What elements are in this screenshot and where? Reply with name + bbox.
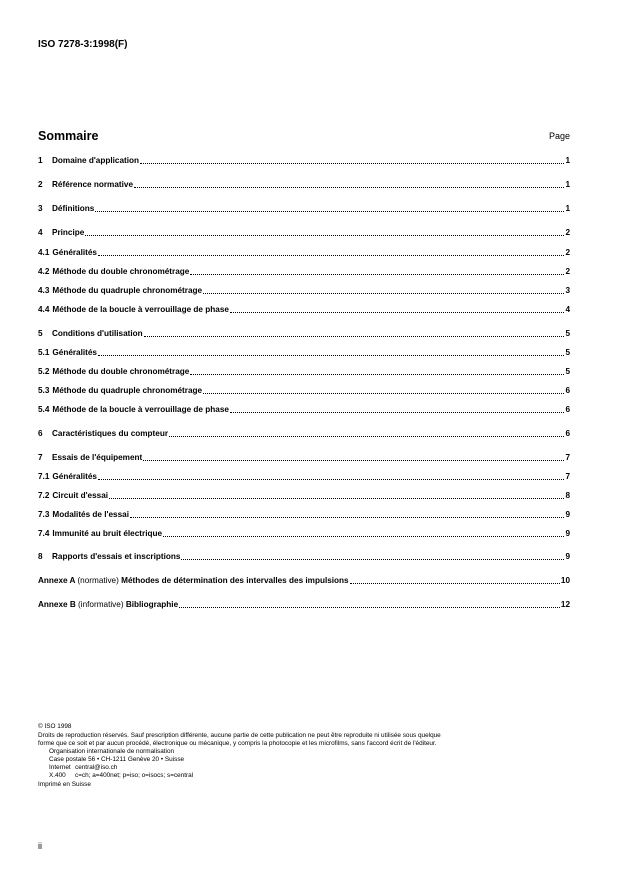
toc-entry-page: 2 <box>565 248 570 257</box>
toc-entry-page: 5 <box>565 367 570 376</box>
toc-entry-label: Généralités <box>52 348 97 357</box>
toc-entry-label: Circuit d'essai <box>52 491 109 500</box>
toc-leader-dots <box>98 254 564 256</box>
toc-entry-number: 5.1 <box>38 348 50 357</box>
toc-entry-number: 3 <box>38 204 43 213</box>
toc-entry-label: Méthode du quadruple chronométrage <box>52 386 203 395</box>
toc-entry[interactable] <box>38 179 570 190</box>
toc-leader-dots <box>140 162 564 164</box>
toc-entry-label: Référence normative <box>52 180 133 189</box>
toc-entry-number: 5.3 <box>38 386 50 395</box>
toc-entry-number: 4.1 <box>38 248 50 257</box>
toc-entry-label: Modalités de l'essai <box>52 510 129 519</box>
rights-line-2: forme que ce soit et par aucun procédé, électronique ou mécanique, y compris la photocopie et les microfilms, sans l'accord écrit de l'éditeur. <box>38 740 437 747</box>
toc-entry-page: 7 <box>565 472 570 481</box>
toc-leader-dots <box>95 210 564 212</box>
toc-entry-label: Essais de l'équipement <box>52 453 143 462</box>
toc-entry-page: 5 <box>565 329 570 338</box>
toc-entry-label: Généralités <box>52 472 97 481</box>
printed-in: Imprimé en Suisse <box>38 781 91 788</box>
toc-entry-label: Définitions <box>52 204 95 213</box>
toc-leader-dots <box>134 186 564 188</box>
toc-entry-label: Méthode de la boucle à verrouillage de phase <box>52 405 229 414</box>
toc-entry-number: 6 <box>38 429 43 438</box>
toc-leader-dots <box>130 516 564 518</box>
toc-entry[interactable] <box>38 366 570 377</box>
toc-entry[interactable] <box>38 509 570 520</box>
toc-entry[interactable] <box>38 471 570 482</box>
toc-leader-dots <box>181 558 564 560</box>
toc-leader-dots <box>85 234 564 236</box>
toc-entry[interactable] <box>38 452 570 463</box>
toc-entry-page: 12 <box>560 600 570 609</box>
toc-entry-label: Méthode du double chronométrage <box>52 367 190 376</box>
internet-address: central@iso.ch <box>75 764 118 771</box>
toc-leader-dots <box>230 411 565 413</box>
toc-entry-label: Rapports d'essais et inscriptions <box>52 552 181 561</box>
toc-entry-number: 8 <box>38 552 43 561</box>
toc-entry-page: 4 <box>565 305 570 314</box>
toc-entry-label: Immunité au bruit électrique <box>52 529 163 538</box>
toc-entry-page: 2 <box>565 228 570 237</box>
toc-leader-dots <box>230 311 565 313</box>
toc-leader-dots <box>98 478 564 480</box>
toc-leader-dots <box>190 273 564 275</box>
toc-entry-number: 7.4 <box>38 529 50 538</box>
toc-annex-kind: (informative) <box>78 600 124 609</box>
toc-page-label: Page <box>548 131 570 141</box>
toc-entry[interactable] <box>38 266 570 277</box>
toc-entry-number: 5.2 <box>38 367 50 376</box>
toc-entry[interactable] <box>38 575 570 586</box>
toc-entry[interactable] <box>38 385 570 396</box>
toc-entry[interactable] <box>38 155 570 166</box>
page-number: ii <box>38 841 42 851</box>
toc-leader-dots <box>190 373 564 375</box>
toc-entry-label: Principe <box>52 228 85 237</box>
toc-annex-kind: (normative) <box>77 576 119 585</box>
toc-entry-label: Généralités <box>52 248 97 257</box>
toc-entry-number: 7 <box>38 453 43 462</box>
toc-header <box>38 129 570 145</box>
toc-entry[interactable] <box>38 247 570 258</box>
toc-leader-dots <box>179 606 560 608</box>
toc-entry-label: Méthode du double chronométrage <box>52 267 190 276</box>
org-x400-row <box>49 772 441 780</box>
toc-entry-number: 7.2 <box>38 491 50 500</box>
toc-entry[interactable] <box>38 227 570 238</box>
toc-entry-number: 7.3 <box>38 510 50 519</box>
toc-entry[interactable] <box>38 347 570 358</box>
toc-entry-number: 4.4 <box>38 305 50 314</box>
org-name: Organisation internationale de normalisation <box>49 748 175 755</box>
toc-entry[interactable] <box>38 551 570 562</box>
toc-entry-label: Conditions d'utilisation <box>52 329 143 338</box>
x400-label: X.400 <box>49 772 66 779</box>
toc-entry-page: 1 <box>565 204 570 213</box>
toc-leader-dots <box>350 582 560 584</box>
toc-entry-number: 4 <box>38 228 43 237</box>
toc-leader-dots <box>169 435 564 437</box>
toc-entry-label: Méthodes de détermination des intervalles des impulsions <box>121 576 349 585</box>
toc-leader-dots <box>98 354 564 356</box>
org-internet-row <box>49 764 441 772</box>
toc-entry[interactable] <box>38 203 570 214</box>
toc-entry-page: 9 <box>565 529 570 538</box>
toc-entry-page: 2 <box>565 267 570 276</box>
toc-entry-number: 5.4 <box>38 405 50 414</box>
toc-entry-page: 9 <box>565 510 570 519</box>
toc-entry-number: 2 <box>38 180 43 189</box>
toc-leader-dots <box>203 392 564 394</box>
toc-entry-label: Domaine d'application <box>52 156 140 165</box>
toc-entry[interactable] <box>38 304 570 315</box>
toc-entry-page: 8 <box>565 491 570 500</box>
toc-entry-page: 5 <box>565 348 570 357</box>
toc-entry-page: 6 <box>565 405 570 414</box>
toc-annex-label: Annexe B <box>38 600 76 609</box>
toc-entry-label: Caractéristiques du compteur <box>52 429 169 438</box>
toc-leader-dots <box>163 535 564 537</box>
toc-leader-dots <box>109 497 564 499</box>
toc-entry-label: Méthode de la boucle à verrouillage de phase <box>52 305 229 314</box>
toc-entry-page: 1 <box>565 180 570 189</box>
toc-entry-label: Bibliographie <box>125 600 179 609</box>
toc-entry-label: Méthode du quadruple chronométrage <box>52 286 203 295</box>
toc-entry-number: 5 <box>38 329 43 338</box>
organisation-address <box>49 748 441 780</box>
toc-entry-number: 4.2 <box>38 267 50 276</box>
org-postal-address: Case postale 56 • CH-1211 Genève 20 • Suisse <box>49 756 185 763</box>
toc-entry-page: 7 <box>565 453 570 462</box>
toc-entry[interactable] <box>38 428 570 439</box>
copyright-line: © ISO 1998 <box>38 723 72 730</box>
toc-entry-number: 4.3 <box>38 286 50 295</box>
rights-line-1: Droits de reproduction réservés. Sauf prescription différente, aucune partie de cette publication ne peut être reproduite ni utilisée sous quelque <box>38 732 441 739</box>
toc-leader-dots <box>203 292 564 294</box>
toc-entry[interactable] <box>38 599 570 610</box>
toc-entry-page: 6 <box>565 386 570 395</box>
toc-leader-dots <box>144 335 565 337</box>
toc-leader-dots <box>143 459 564 461</box>
toc-entry[interactable] <box>38 285 570 296</box>
toc-entry-page: 9 <box>565 552 570 561</box>
document-id: ISO 7278-3:1998(F) <box>38 39 128 50</box>
toc-entry-number: 7.1 <box>38 472 50 481</box>
copyright-block <box>38 723 441 789</box>
toc-entry-page: 6 <box>565 429 570 438</box>
toc-entry-page: 3 <box>565 286 570 295</box>
toc-title: Sommaire <box>38 129 99 143</box>
toc-annex-label: Annexe A <box>38 576 76 585</box>
x400-address: c=ch; a=400net; p=iso; o=isocs; s=central <box>75 772 194 779</box>
toc-entry[interactable] <box>38 404 570 415</box>
internet-label: Internet <box>49 764 71 771</box>
toc-entry[interactable] <box>38 490 570 501</box>
toc-entry[interactable] <box>38 528 570 539</box>
toc-entry-number: 1 <box>38 156 43 165</box>
toc-entry[interactable] <box>38 328 570 339</box>
toc-entry-page: 10 <box>560 576 570 585</box>
toc-entry-page: 1 <box>565 156 570 165</box>
